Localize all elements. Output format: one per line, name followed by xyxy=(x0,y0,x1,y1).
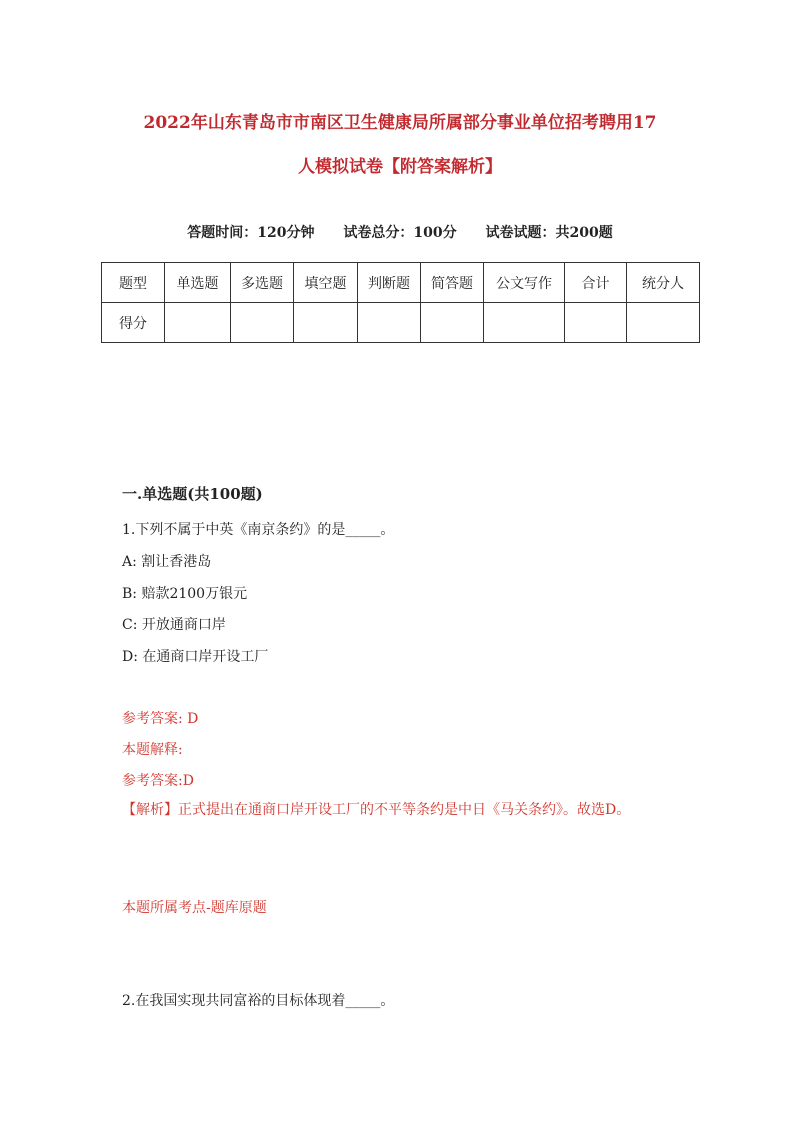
header-cell: 公文写作 xyxy=(484,263,565,303)
question-1-analysis: 【解析】正式提出在通商口岸开设工厂的不平等条约是中日《马关条约》。故选D。 xyxy=(122,802,631,818)
question-1-answer: 参考答案: D xyxy=(122,711,199,727)
question-1-option-d: D: 在通商口岸开设工厂 xyxy=(122,649,269,665)
header-cell: 简答题 xyxy=(421,263,484,303)
section-title: 一.单选题(共100题) xyxy=(122,485,263,503)
score-cell xyxy=(565,303,627,343)
document-title xyxy=(100,101,700,189)
score-table-header-row xyxy=(102,263,700,303)
score-cell xyxy=(294,303,358,343)
header-cell: 题型 xyxy=(102,263,165,303)
score-table-score-row xyxy=(102,303,700,343)
title-line-2: 人模拟试卷【附答案解析】 xyxy=(298,157,502,177)
score-cell xyxy=(165,303,231,343)
question-1-answer-repeat: 参考答案:D xyxy=(122,773,194,789)
question-1-option-c: C: 开放通商口岸 xyxy=(122,617,226,633)
score-row-label: 得分 xyxy=(102,303,165,343)
header-cell: 填空题 xyxy=(294,263,358,303)
question-1-option-b: B: 赔款2100万银元 xyxy=(122,586,248,602)
title-line-1: 2022年山东青岛市市南区卫生健康局所属部分事业单位招考聘用17 xyxy=(143,113,657,133)
question-1-option-a: A: 割让香港岛 xyxy=(122,554,212,570)
question-1-explanation-label: 本题解释: xyxy=(122,742,183,758)
header-cell: 统分人 xyxy=(627,263,700,303)
header-cell: 合计 xyxy=(565,263,627,303)
header-cell: 多选题 xyxy=(231,263,294,303)
exam-time: 答题时间：120分钟 xyxy=(187,225,315,241)
score-cell xyxy=(358,303,421,343)
header-cell: 判断题 xyxy=(358,263,421,303)
exam-meta xyxy=(100,222,700,242)
exam-total-score: 试卷总分：100分 xyxy=(343,225,457,241)
question-1-source: 本题所属考点-题库原题 xyxy=(122,900,267,916)
score-cell xyxy=(627,303,700,343)
exam-question-count: 试卷试题：共200题 xyxy=(485,225,613,241)
score-cell xyxy=(484,303,565,343)
score-cell xyxy=(231,303,294,343)
score-table xyxy=(101,262,700,343)
question-1-stem: 1.下列不属于中英《南京条约》的是_____。 xyxy=(122,522,395,538)
score-cell xyxy=(421,303,484,343)
question-2-stem: 2.在我国实现共同富裕的目标体现着_____。 xyxy=(122,993,395,1009)
header-cell: 单选题 xyxy=(165,263,231,303)
